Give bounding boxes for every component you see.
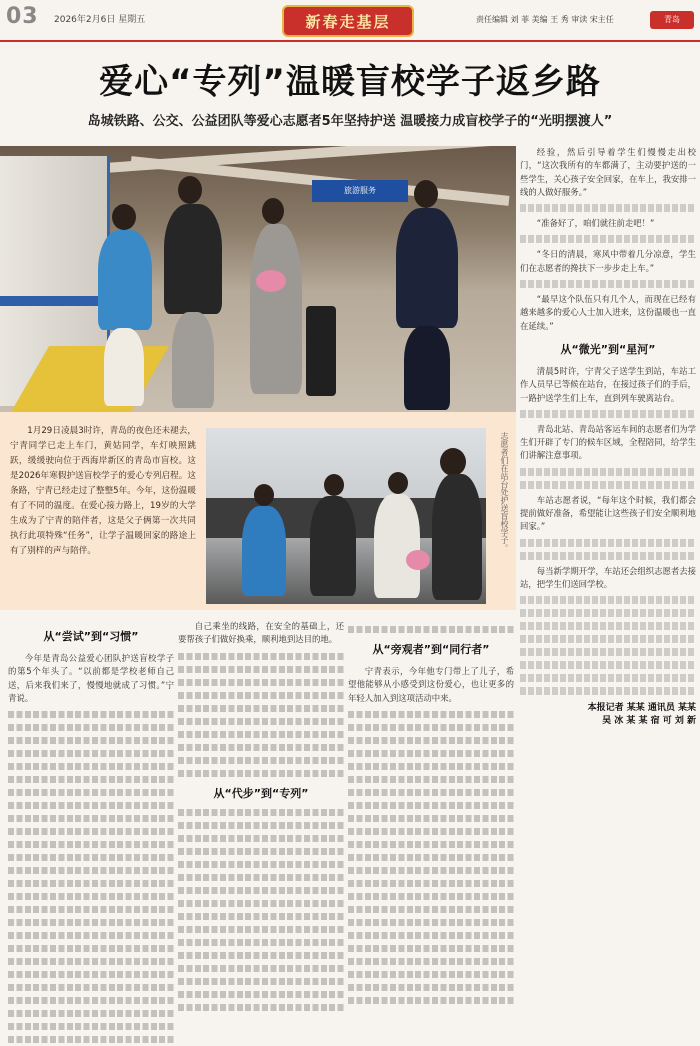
article-title: 爱心“专列”温暖盲校学子返乡路 [99, 62, 601, 102]
text-line [8, 737, 174, 744]
text-line [348, 958, 514, 965]
text-line [8, 828, 174, 835]
text-line [348, 724, 514, 731]
text-line [348, 841, 514, 848]
paragraph: 今年是青岛公益爱心团队护送盲校学子的第5个年头了。“以前都是学校老师自己送，后来我们来了，慢慢地就成了习惯。”宁青说。 [8, 653, 174, 703]
text-line [520, 235, 696, 243]
text-line [348, 932, 514, 939]
person-head [388, 472, 408, 494]
text-line [348, 906, 514, 913]
editor-credits: 责任编辑 刘 菲 美编 王 秀 审读 宋主任 [476, 15, 614, 24]
text-line [8, 1010, 174, 1017]
text-line [8, 789, 174, 796]
text-line [178, 744, 344, 751]
text-line [520, 410, 696, 418]
person-legs [404, 326, 450, 410]
byline: 吴 冰 某 某 宿 可 刘 新 [602, 716, 696, 727]
text-line [520, 609, 696, 617]
section-heading: 从“尝试”到“习惯” [43, 630, 139, 643]
bottom-column-2 [178, 620, 344, 1017]
person-volunteer [242, 506, 286, 596]
text-line [178, 861, 344, 868]
text-line [8, 867, 174, 874]
page-header [0, 0, 700, 42]
person-girl-coat [250, 224, 302, 394]
text-line [520, 687, 696, 695]
side-caption: 志愿者们在站台处护送盲校学子。 [500, 432, 509, 552]
text-line [8, 971, 174, 978]
toy-rabbit [406, 550, 430, 570]
page-number: 03 [6, 4, 39, 29]
text-line [520, 622, 696, 630]
text-line [348, 737, 514, 744]
person-student [374, 494, 420, 598]
person-legs [172, 312, 214, 408]
text-line [8, 932, 174, 939]
text-line [348, 867, 514, 874]
secondary-photo [206, 428, 486, 604]
text-line [178, 653, 344, 660]
text-line [8, 763, 174, 770]
person-head [414, 180, 438, 208]
paragraph: 车站志愿者说，“每年这个时候，我们都会提前做好准备，希望能让这些孩子们安全顺利地回家。” [520, 494, 696, 532]
person-head [324, 474, 344, 496]
text-line [178, 757, 344, 764]
text-line [520, 674, 696, 682]
section-badge: 青岛 [650, 11, 694, 29]
text-line [8, 802, 174, 809]
text-line [348, 880, 514, 887]
person-young-man [164, 204, 222, 314]
paragraph: 每当新学期开学，车站还会组织志愿者去接站，把学生们送回学校。 [520, 565, 696, 589]
text-line [348, 750, 514, 757]
text-line [178, 692, 344, 699]
text-line [178, 705, 344, 712]
text-line [348, 802, 514, 809]
person-head [178, 176, 202, 204]
person-head [440, 448, 466, 476]
issue-date: 2026年2月6日 星期五 [54, 15, 146, 25]
text-line [520, 481, 696, 489]
person-girl-blue [98, 230, 152, 330]
person-head [262, 198, 284, 224]
text-line [178, 679, 344, 686]
bottom-column-1 [8, 620, 174, 1046]
paragraph: “最早这个队伍只有几个人，而现在已经有越来越多的爱心人士加入进来，这份温暖也一直在延续。” [520, 294, 696, 331]
text-line [178, 718, 344, 725]
text-line [348, 711, 514, 718]
paragraph: 经验，然后引导着学生们慢慢走出校门，“这次我所有的车都满了，主动要护送的一些学生，关心孩子安全回家，在车上，我安排一线的人做好服务。” [520, 147, 696, 197]
text-line [348, 984, 514, 991]
column-banner [282, 5, 414, 37]
person-woman [432, 474, 482, 600]
person-railway-staff [396, 208, 458, 328]
text-line [520, 596, 696, 604]
text-line [8, 880, 174, 887]
paragraph: 清晨5时许，宁青父子送学生到站，车站工作人员早已等候在站台，在接过孩子们的手后，一路护送学生们上车，直到列车驶离站台。 [520, 365, 696, 403]
text-line [8, 919, 174, 926]
person-man [310, 496, 356, 596]
text-line [348, 776, 514, 783]
text-line [8, 958, 174, 965]
text-line [520, 280, 696, 288]
section-heading: 从“旁观者”到“同行者” [372, 643, 490, 656]
text-line [178, 848, 344, 855]
person-head [112, 204, 136, 230]
text-line [178, 1004, 344, 1011]
text-line [8, 906, 174, 913]
text-line [8, 893, 174, 900]
text-line [178, 926, 344, 933]
paragraph: 宁青表示，今年他专门带上了儿子，希望他能够从小感受到这份爱心，也让更多的年轻人加入到这项活动中来。 [348, 666, 514, 703]
text-line [348, 763, 514, 770]
text-line [178, 874, 344, 881]
caption-block [0, 412, 516, 610]
text-line [178, 822, 344, 829]
person-legs [104, 328, 144, 406]
paragraph: 青岛北站、青岛站客运车间的志愿者们为学生们开辟了专门的候车区域，全程陪同，给学生们讲解注意事项。 [520, 423, 696, 461]
text-line [348, 919, 514, 926]
text-line [178, 965, 344, 972]
train-stripe [0, 296, 110, 306]
station-sign: 旅游服务 [312, 180, 408, 202]
text-line [8, 750, 174, 757]
text-line [178, 835, 344, 842]
text-line [178, 913, 344, 920]
toy-rabbit [256, 270, 286, 292]
text-line [348, 828, 514, 835]
roof-beam [60, 146, 516, 176]
text-line [520, 661, 696, 669]
text-line [520, 635, 696, 643]
article-subtitle: 岛城铁路、公交、公益团队等爱心志愿者5年坚持护送 温暖接力成盲校学子的“光明摆渡人” [87, 114, 613, 129]
text-line [8, 776, 174, 783]
main-photo [0, 146, 516, 412]
text-line [178, 666, 344, 673]
text-line [8, 997, 174, 1004]
paragraph: 自己乘坐的线路，在安全的基础上，还要帮孩子们做好换乘，顺利地到达目的地。 [178, 621, 344, 645]
text-line [348, 945, 514, 952]
luggage [306, 306, 336, 396]
text-line [8, 724, 174, 731]
text-line [348, 626, 514, 633]
photo-caption: 1月29日凌晨3时许，青岛的夜色还未褪去，宁青同学已走上车门，黄姑同学，车灯映照跳跃，缓缓驶向位于西海岸新区的青岛市盲校。这是2026年寒假护送盲校学子的爱心专列启程。这条路，宁青已经走过了整整5年。今年，这份温暖有了不同的温度。在爱心接力路上，19岁的大学生成为了宁青的陪伴者，这是父子俩第一次共同执行此项特殊“任务”，让学子温暖回家的路途上有了别样的声与陪伴。 [10, 426, 196, 556]
text-line [520, 539, 696, 547]
text-line [178, 991, 344, 998]
text-line [8, 854, 174, 861]
text-line [8, 1036, 174, 1043]
text-line [178, 952, 344, 959]
text-line [520, 468, 696, 476]
text-line [8, 945, 174, 952]
paragraph: “准备好了，咱们就往前走吧！” [536, 218, 655, 229]
section-heading: 从“微光”到“星河” [560, 342, 656, 356]
text-line [178, 887, 344, 894]
text-line [348, 854, 514, 861]
text-line [348, 815, 514, 822]
text-line [178, 900, 344, 907]
right-column [520, 146, 696, 726]
text-line [348, 893, 514, 900]
text-line [178, 770, 344, 777]
text-line [520, 204, 696, 212]
text-line [8, 815, 174, 822]
byline: 本报记者 某某 通讯员 某某 [587, 703, 696, 714]
text-line [178, 731, 344, 738]
person-head [254, 484, 274, 506]
text-line [520, 552, 696, 560]
paragraph: “冬日的清晨，寒风中带着几分凉意，学生们在志愿者的搀扶下一步步走上车。” [520, 249, 696, 273]
text-line [8, 1023, 174, 1030]
text-line [178, 809, 344, 816]
text-line [8, 711, 174, 718]
text-line [348, 971, 514, 978]
column-banner-text: 新春走基层 [305, 12, 391, 31]
text-line [348, 997, 514, 1004]
text-line [520, 648, 696, 656]
text-line [8, 841, 174, 848]
bottom-column-3 [348, 620, 514, 1010]
text-line [348, 789, 514, 796]
text-line [8, 984, 174, 991]
text-line [178, 939, 344, 946]
section-heading: 从“代步”到“专列” [213, 786, 309, 800]
text-line [178, 978, 344, 985]
